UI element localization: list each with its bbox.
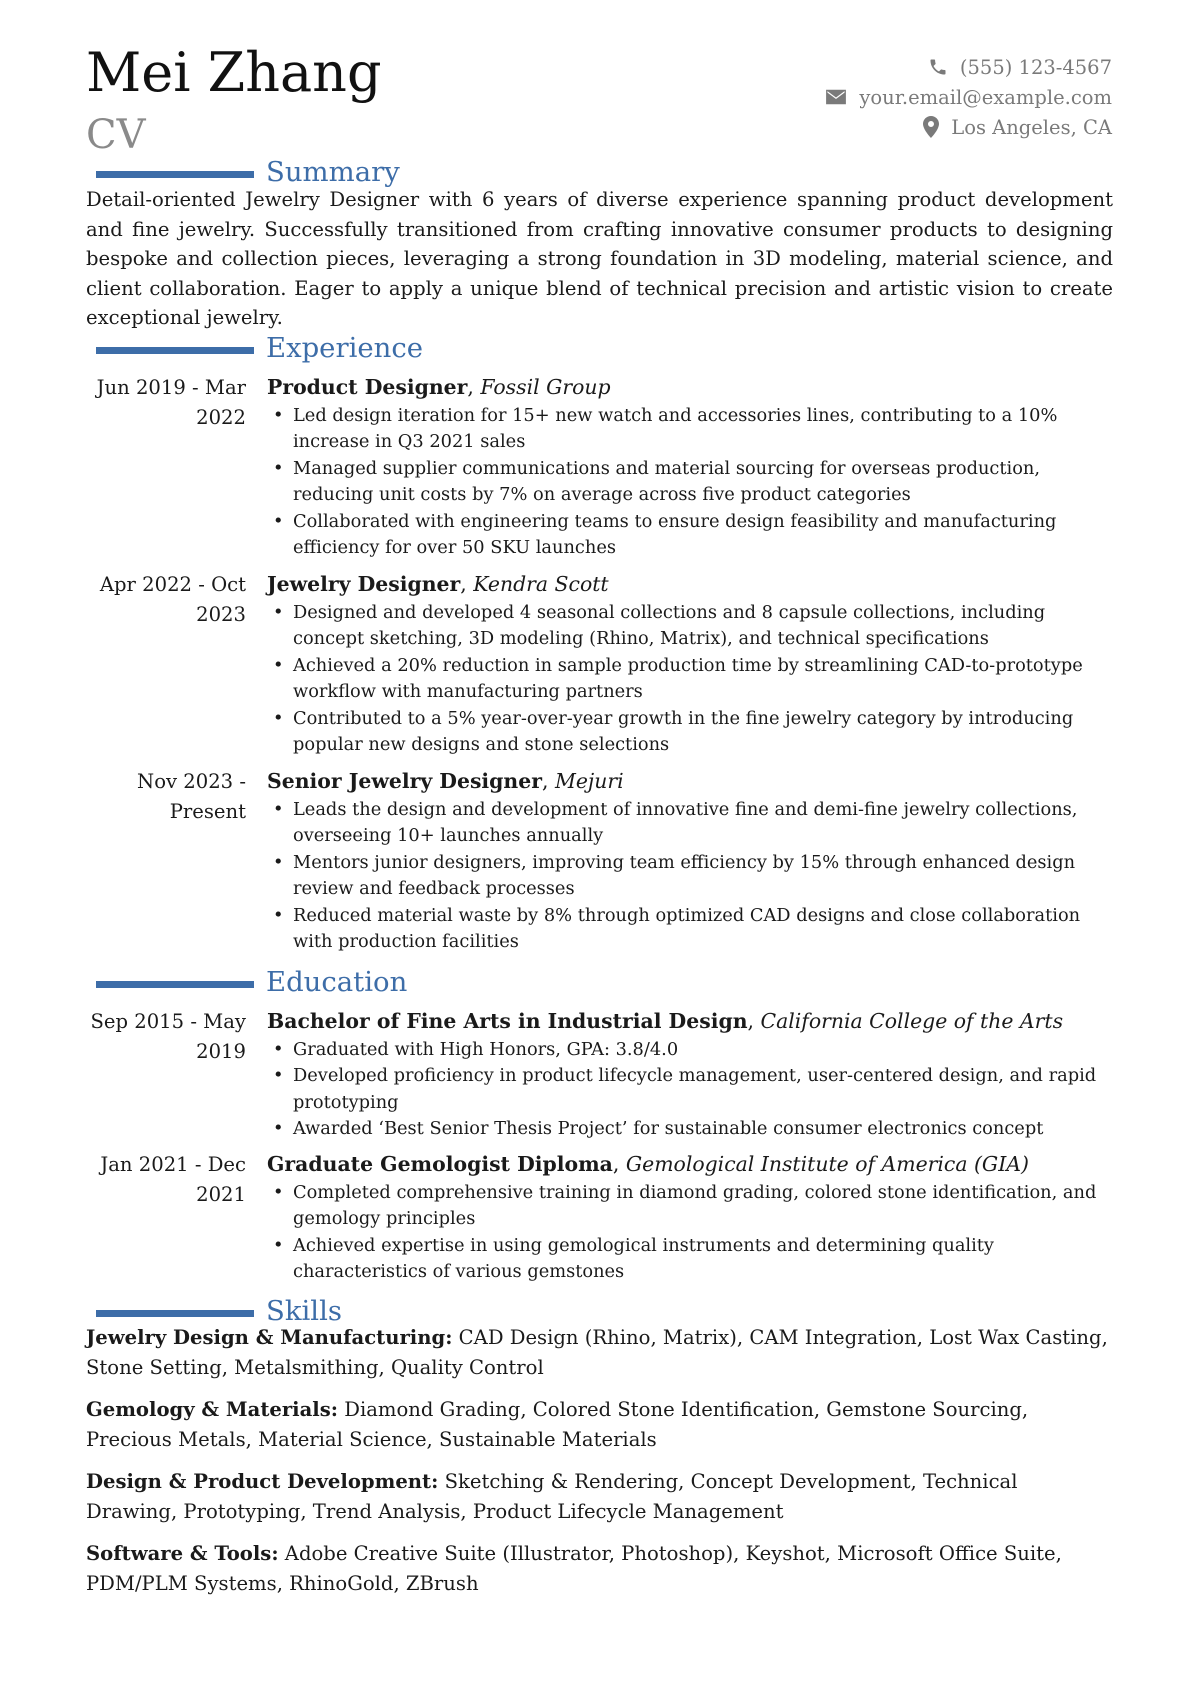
bullet-item: • Achieved expertise in using gemological instruments and determining quality characteristics of various gemstones [267, 1233, 1113, 1286]
entry-date: Jan 2021 - Dec 2021 [100, 1153, 246, 1206]
degree-title: Graduate Gemologist Diploma [267, 1152, 613, 1176]
skill-group [86, 1323, 1113, 1382]
bullet-item: • Developed proficiency in product lifecycle management, user-centered design, and rapid prototyping [267, 1063, 1113, 1116]
entry-date: Jun 2019 - Mar 2022 [96, 376, 246, 429]
bullet-item: • Leads the design and development of innovative fine and demi-fine jewelry collections, overseeing 10+ launches annually [267, 797, 1113, 850]
entry-body [267, 1007, 1113, 1143]
summary-text: Detail-oriented Jewelry Designer with 6 years of diverse experience spanning product development and fine jewelry. Successfully transitioned from crafting innovative consumer products to designing bespoke and collection pieces, leveraging a strong foundation in 3D modeling, material science, and client collaboration. Eager to apply a unique blend of technical precision and artistic vision to create exceptional jewelry. [86, 188, 1113, 329]
entry-body [267, 1150, 1113, 1286]
entry-title: Graduate Gemologist Diploma, Gemological Institute of America (GIA) [267, 1152, 1029, 1176]
phone-text: (555) 123-4567 [959, 55, 1112, 79]
skill-items: Diamond Grading, Colored Stone Identification, Gemstone Sourcing, Precious Metals, Material Science, Sustainable Materials [86, 1398, 1029, 1451]
company-name: Fossil Group [480, 375, 611, 399]
location-text: Los Angeles, CA [951, 115, 1112, 139]
section-rule [96, 981, 254, 988]
bullet-item: • Collaborated with engineering teams to ensure design feasibility and manufacturing efficiency for over 50 SKU launches [267, 509, 1113, 562]
bullet-list [267, 797, 1113, 956]
entry-date: Nov 2023 - Present [137, 770, 246, 823]
bullet-item: • Designed and developed 4 seasonal collections and 8 capsule collections, including concept sketching, 3D modeling (Rhino, Matrix), and technical specifications [267, 600, 1113, 653]
contact-email [825, 82, 1112, 112]
bullet-item: • Reduced material waste by 8% through optimized CAD designs and close collaboration with production facilities [267, 903, 1113, 956]
entry-title: Senior Jewelry Designer, Mejuri [267, 769, 624, 793]
skill-group [86, 1395, 1113, 1454]
entry-date: Apr 2022 - Oct 2023 [99, 573, 246, 626]
institution-name: California College of the Arts [760, 1009, 1064, 1033]
entry-title: Bachelor of Fine Arts in Industrial Design, California College of the Arts [267, 1009, 1064, 1033]
document-subtitle: CV [86, 112, 146, 158]
bullet-list [267, 1180, 1113, 1286]
entry-title: Jewelry Designer, Kendra Scott [267, 572, 609, 596]
skill-category: Software & Tools: [86, 1542, 279, 1565]
phone-icon [928, 57, 948, 77]
entry-title: Product Designer, Fossil Group [267, 375, 611, 399]
contact-location [825, 112, 1112, 142]
job-title: Senior Jewelry Designer [267, 769, 542, 793]
skill-items: Adobe Creative Suite (Illustrator, Photoshop), Keyshot, Microsoft Office Suite, PDM/PLM Systems, RhinoGold, ZBrush [86, 1542, 1062, 1595]
bullet-item: • Graduated with High Honors, GPA: 3.8/4.0 [267, 1037, 1113, 1064]
entry-date: Sep 2015 - May 2019 [90, 1010, 246, 1063]
job-title: Product Designer [267, 375, 468, 399]
bullet-list [267, 403, 1113, 562]
map-pin-icon [923, 116, 939, 138]
bullet-item: • Achieved a 20% reduction in sample production time by streamlining CAD-to-prototype workflow with manufacturing partners [267, 653, 1113, 706]
skill-group [86, 1467, 1113, 1526]
degree-title: Bachelor of Fine Arts in Industrial Design [267, 1009, 748, 1033]
skill-group [86, 1539, 1113, 1598]
bullet-item: • Completed comprehensive training in diamond grading, colored stone identification, and gemology principles [267, 1180, 1113, 1233]
section-rule [96, 347, 254, 354]
skill-category: Gemology & Materials: [86, 1398, 339, 1421]
entry-body [267, 570, 1113, 759]
bullet-item: • Awarded ‘Best Senior Thesis Project’ for sustainable consumer electronics concept [267, 1116, 1113, 1143]
contact-phone [825, 52, 1112, 82]
bullet-list [267, 1037, 1113, 1143]
email-text: your.email@example.com [859, 85, 1112, 109]
skill-category: Jewelry Design & Manufacturing: [86, 1326, 453, 1349]
section-title: Experience [266, 332, 424, 364]
entry-body [267, 373, 1113, 562]
bullet-item: • Led design iteration for 15+ new watch and accessories lines, contributing to a 10% increase in Q3 2021 sales [267, 403, 1113, 456]
bullet-item: • Contributed to a 5% year-over-year growth in the fine jewelry category by introducing popular new designs and stone selections [267, 706, 1113, 759]
section-rule [96, 171, 254, 178]
section-title: Education [266, 966, 408, 998]
job-title: Jewelry Designer [267, 572, 461, 596]
company-name: Kendra Scott [473, 572, 609, 596]
company-name: Mejuri [554, 769, 624, 793]
bullet-item: • Mentors junior designers, improving team efficiency by 15% through enhanced design review and feedback processes [267, 850, 1113, 903]
skill-category: Design & Product Development: [86, 1470, 439, 1493]
section-title: Summary [266, 156, 400, 188]
contact-block [825, 52, 1112, 142]
skill-items: Sketching & Rendering, Concept Development, Technical Drawing, Prototyping, Trend Analysis, Product Lifecycle Management [86, 1470, 1018, 1523]
section-title: Skills [266, 1295, 343, 1327]
candidate-name: Mei Zhang [86, 41, 382, 104]
institution-name: Gemological Institute of America (GIA) [625, 1152, 1029, 1176]
entry-body [267, 767, 1113, 956]
envelope-icon [825, 88, 847, 106]
section-rule [96, 1310, 254, 1317]
bullet-item: • Managed supplier communications and material sourcing for overseas production, reducing unit costs by 7% on average across five product categories [267, 456, 1113, 509]
bullet-list [267, 600, 1113, 759]
skill-items: CAD Design (Rhino, Matrix), CAM Integration, Lost Wax Casting, Stone Setting, Metalsmithing, Quality Control [86, 1326, 1108, 1379]
